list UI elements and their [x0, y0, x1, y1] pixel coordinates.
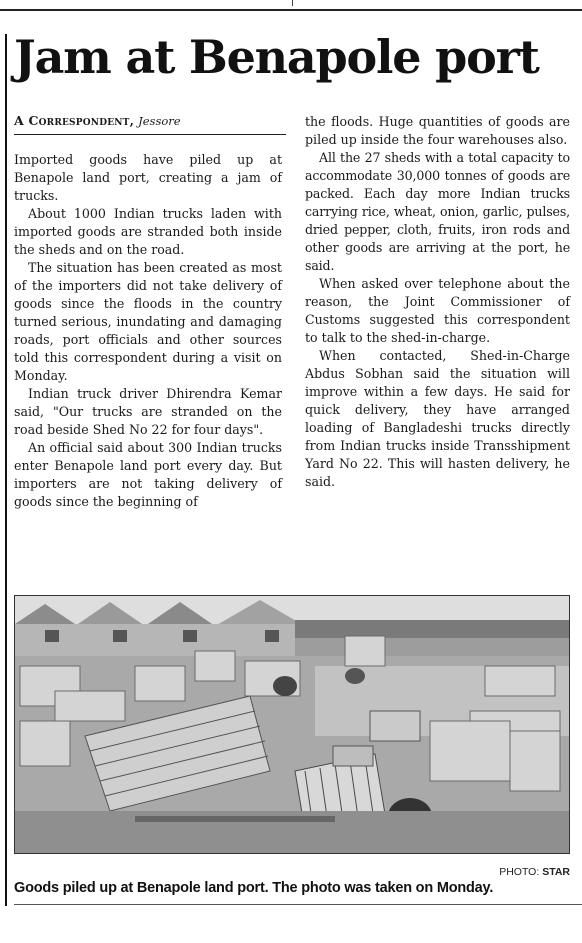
article-paragraph: All the 27 sheds with a total capacity to accommodate 30,000 tonnes of goods are packed. Each day more Indian trucks carrying rice, wheat, onion, garlic, pulses, dried pepper, cloth, fruits, iron rods and other goods are arriving at the port, he said.	[305, 150, 570, 273]
article-paragraph: When contacted, Shed-in-Charge Abdus Sobhan said the situation will improve within a few days. He said for quick delivery, they have arranged loading of Bangladeshi trucks directly from Indian trucks inside Transshipment Yard No 22. This will hasten delivery, he said.	[305, 348, 570, 489]
column-rule-left	[5, 34, 7, 906]
article-column-2	[305, 113, 570, 491]
article-paragraph: Indian truck driver Dhirendra Kemar said, "Our trucks are stranded on the road beside Shed No 22 for four days".	[14, 386, 282, 437]
page-fold-mark	[292, 0, 293, 6]
byline-location: Jessore	[138, 114, 181, 128]
article-paragraph: The situation has been created as most of the importers did not take delivery of goods since the floods in the country turned serious, inundating and damaging roads, port officials and other sources told this correspondent during a visit on Monday.	[14, 260, 282, 383]
top-rule	[0, 9, 582, 11]
photo-credit-label: PHOTO:	[499, 866, 540, 878]
photo-credit	[499, 866, 570, 878]
article-paragraph: the floods. Huge quantities of goods are piled up inside the four warehouses also.	[305, 114, 570, 147]
bottom-rule	[14, 904, 582, 905]
photo-caption: Goods piled up at Benapole land port. The photo was taken on Monday.	[14, 880, 494, 896]
article-paragraph: About 1000 Indian trucks laden with imported goods are stranded both inside the sheds and on the road.	[14, 206, 282, 257]
article-column-1	[14, 151, 282, 511]
article-paragraph: An official said about 300 Indian trucks enter Benapole land port every day. But importers are not taking delivery of goods since the beginning of	[14, 440, 282, 509]
headline: Jam at Benapole port	[14, 30, 539, 84]
byline-author: A Correspondent,	[14, 113, 135, 128]
news-photo	[14, 595, 570, 854]
photo-credit-source: STAR	[542, 866, 570, 878]
article-paragraph: Imported goods have piled up at Benapole land port, creating a jam of trucks.	[14, 152, 282, 203]
port-scene-illustration	[15, 596, 569, 853]
article-paragraph: When asked over telephone about the reason, the Joint Commissioner of Customs suggested this correspondent to talk to the shed-in-charge.	[305, 276, 570, 345]
byline	[14, 112, 286, 135]
